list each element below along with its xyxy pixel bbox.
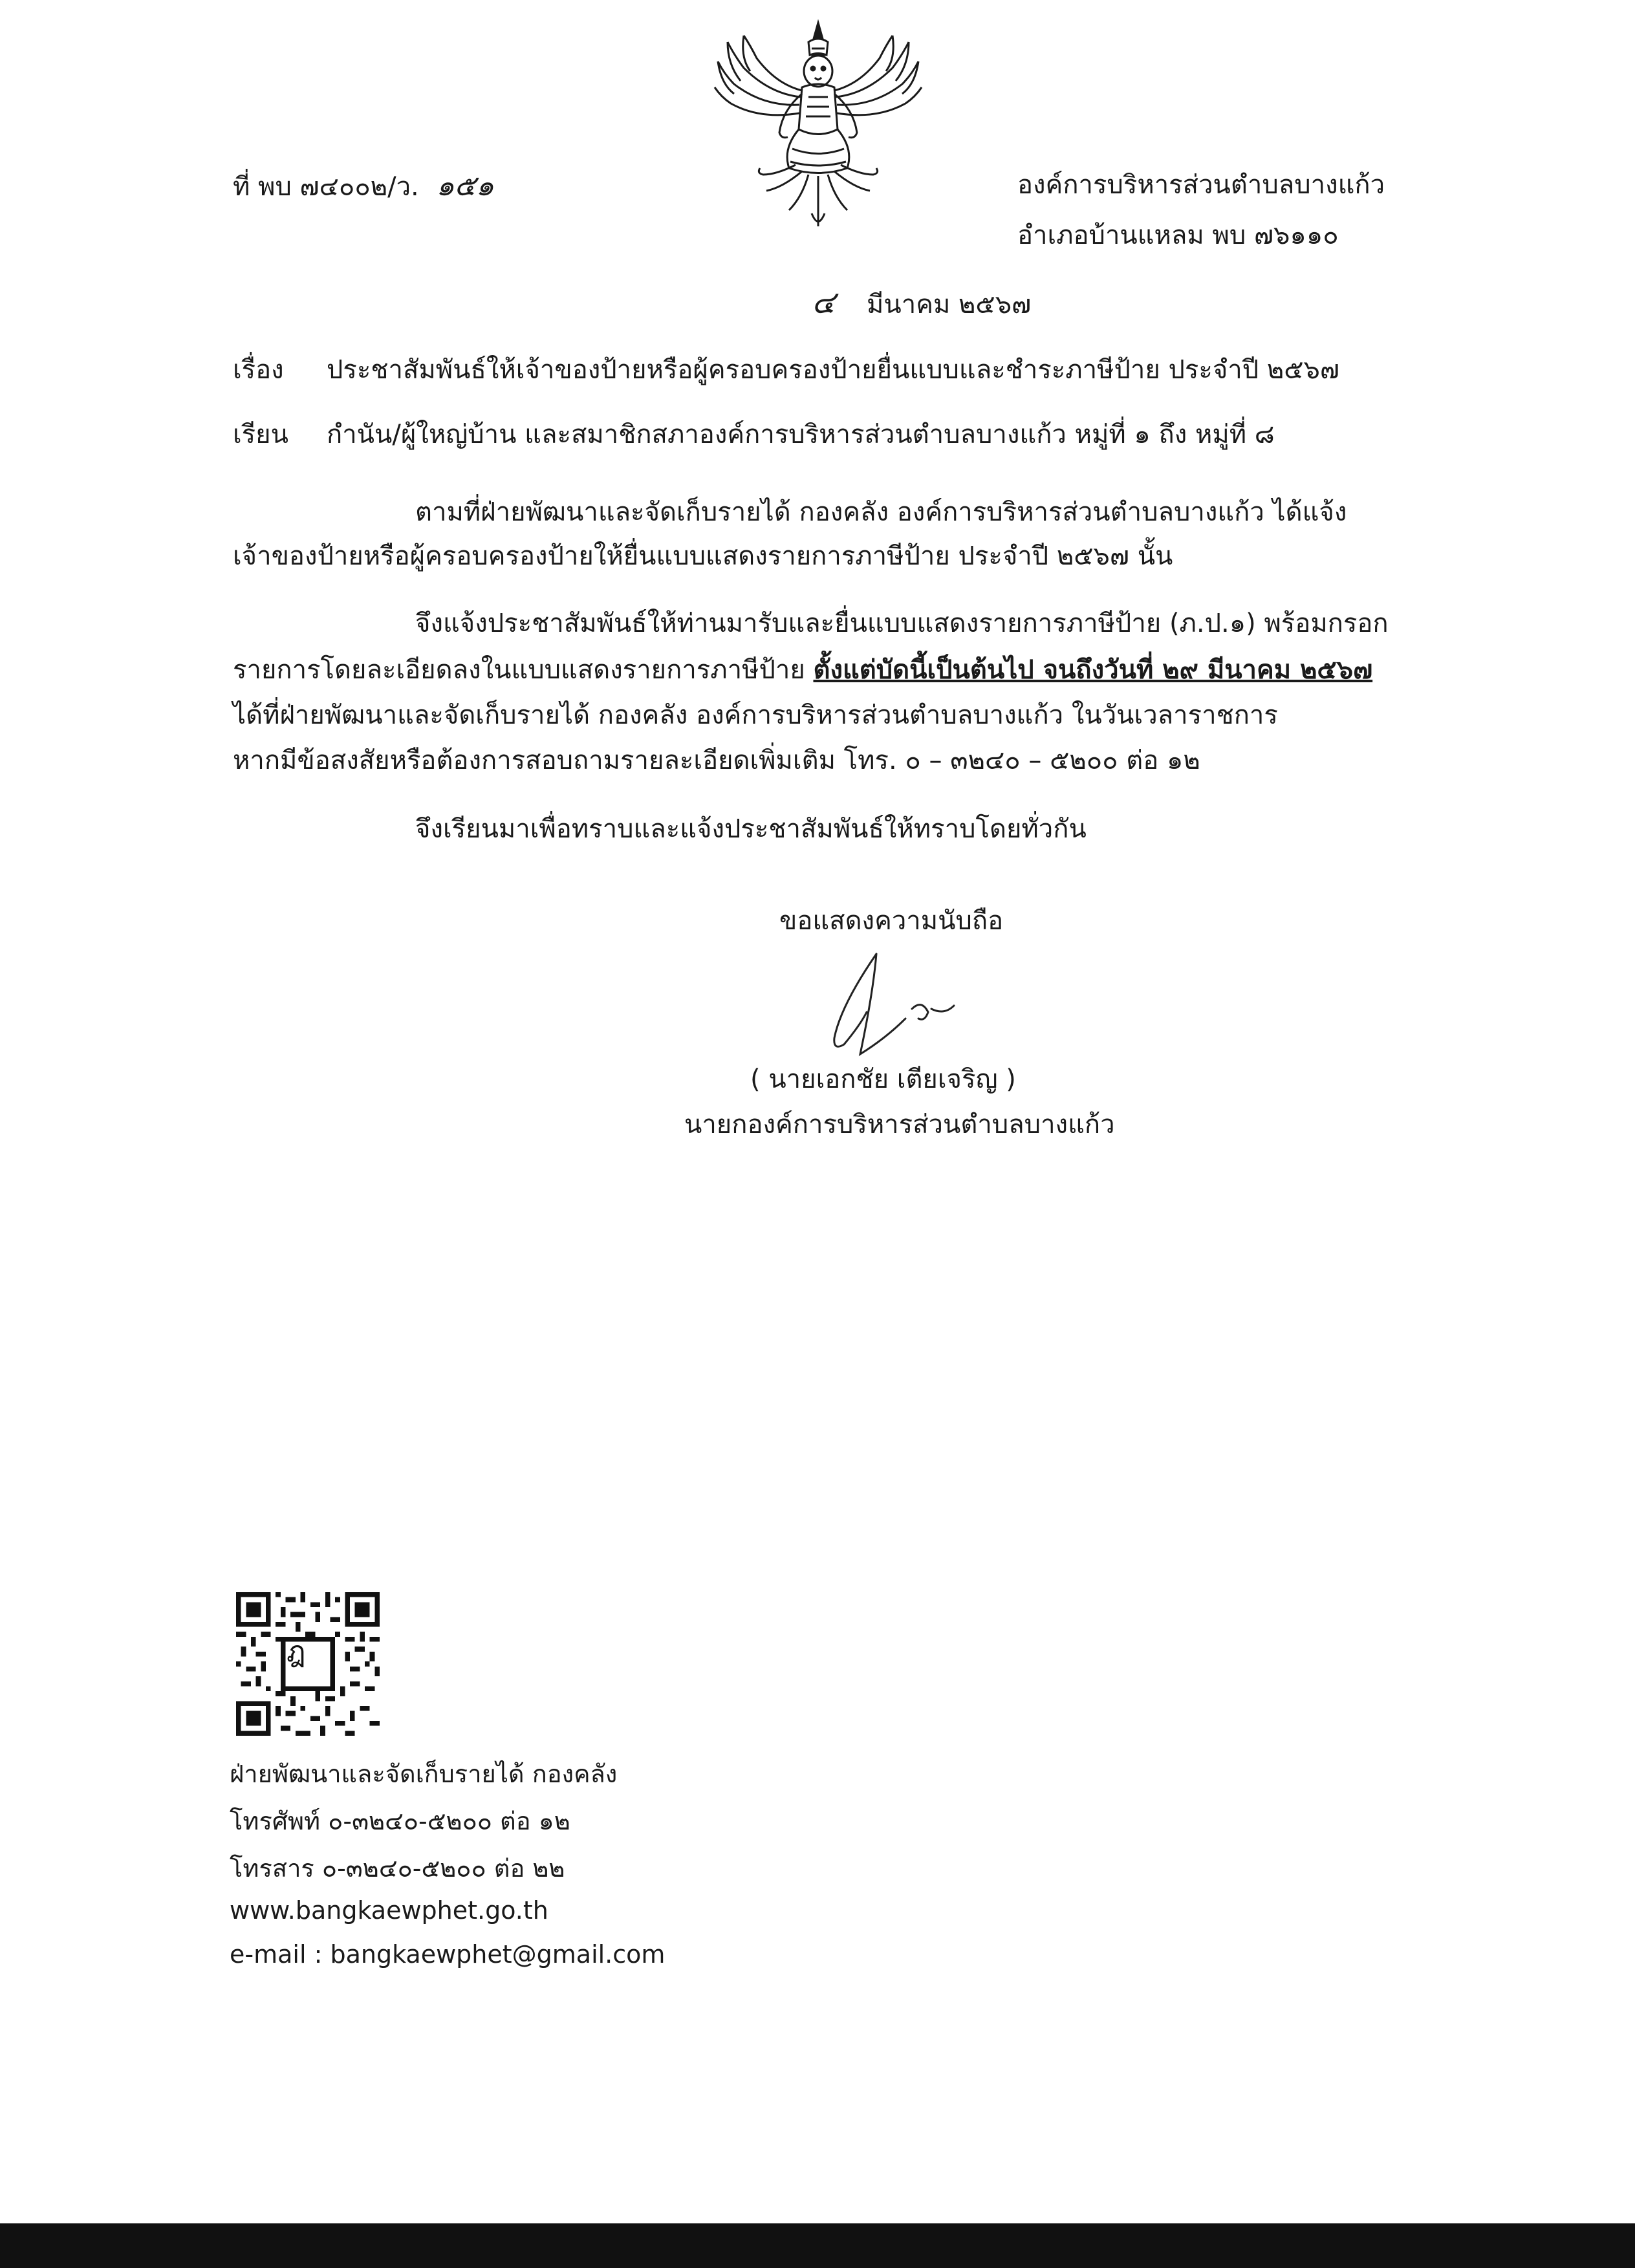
paragraph-1-line-2: เจ้าของป้ายหรือผู้ครอบครองป้ายให้ยื่นแบบแสดงรายการภาษีป้าย ประจำปี ๒๕๖๗ นั้น <box>233 541 1173 571</box>
footer-department: ฝ่ายพัฒนาและจัดเก็บรายได้ กองคลัง <box>230 1760 618 1788</box>
paragraph-1-line-1: ตามที่ฝ่ายพัฒนาและจัดเก็บรายได้ กองคลัง องค์การบริหารส่วนตำบลบางแก้ว ได้แจ้ง <box>415 497 1347 527</box>
signer-title: นายกองค์การบริหารส่วนตำบลบางแก้ว <box>684 1110 1115 1139</box>
recipient-label: เรียน <box>233 420 288 449</box>
paragraph-2-line-3: ได้ที่ฝ่ายพัฒนาและจัดเก็บรายได้ กองคลัง องค์การบริหารส่วนตำบลบางแก้ว ในวันเวลาราชการ <box>233 700 1278 730</box>
paragraph-3: จึงเรียนมาเพื่อทราบและแจ้งประชาสัมพันธ์ให้ทราบโดยทั่วกัน <box>415 814 1087 844</box>
signer-name: ( นายเอกชัย เตียเจริญ ) <box>750 1064 1016 1094</box>
reference-number-handwritten: ๑๕๑ <box>436 169 494 202</box>
qr-center-char: ฎ <box>287 1636 306 1669</box>
subject-text: ประชาสัมพันธ์ให้เจ้าของป้ายหรือผู้ครอบครองป้ายยื่นแบบและชำระภาษีป้าย ประจำปี ๒๕๖๗ <box>327 355 1339 385</box>
closing-phrase: ขอแสดงความนับถือ <box>779 906 1004 936</box>
footer-email-link[interactable]: e-mail : bangkaewphet@gmail.com <box>230 1940 666 1969</box>
sender-address: อำเภอบ้านแหลม พบ ๗๖๑๑๐ <box>1017 221 1339 250</box>
garuda-emblem-icon <box>705 19 931 233</box>
footer-phone: โทรศัพท์ ๐-๓๒๔๐-๕๒๐๐ ต่อ ๑๒ <box>230 1807 570 1835</box>
footer-fax: โทรสาร ๐-๓๒๔๐-๕๒๐๐ ต่อ ๒๒ <box>230 1854 565 1883</box>
deadline-emphasis: ตั้งแต่บัดนี้เป็นต้นไป จนถึงวันที่ ๒๙ มีนาคม ๒๕๖๗ <box>813 655 1373 685</box>
sender-organization: องค์การบริหารส่วนตำบลบางแก้ว <box>1017 170 1385 200</box>
footer-website-link[interactable]: www.bangkaewphet.go.th <box>230 1896 548 1925</box>
paragraph-2-line-2-prefix: รายการโดยละเอียดลงในแบบแสดงรายการภาษีป้าย <box>233 655 814 685</box>
paragraph-2-line-2 <box>233 654 1372 686</box>
date-day-handwritten: ๔ <box>812 285 836 321</box>
signature-icon <box>815 947 964 1061</box>
recipient-text: กำนัน/ผู้ใหญ่บ้าน และสมาชิกสภาองค์การบริหารส่วนตำบลบางแก้ว หมู่ที่ ๑ ถึง หมู่ที่ ๘ <box>327 420 1275 449</box>
reference-number-prefix: ที่ พบ ๗๔๐๐๒/ว. <box>233 172 419 202</box>
paragraph-2-line-1: จึงแจ้งประชาสัมพันธ์ให้ท่านมารับและยื่นแบบแสดงรายการภาษีป้าย (ภ.ป.๑) พร้อมกรอก <box>415 609 1389 638</box>
reference-number <box>233 169 494 204</box>
subject-label: เรื่อง <box>233 355 284 385</box>
paragraph-2-line-4: หากมีข้อสงสัยหรือต้องการสอบถามรายละเอียดเพิ่มเติม โทร. ๐ – ๓๒๔๐ – ๕๒๐๐ ต่อ ๑๒ <box>233 746 1200 775</box>
letter-date <box>812 285 1031 322</box>
scan-edge-bar <box>0 2223 1635 2268</box>
qr-code-icon <box>236 1592 380 1736</box>
date-month-year: มีนาคม ๒๕๖๗ <box>867 290 1032 319</box>
